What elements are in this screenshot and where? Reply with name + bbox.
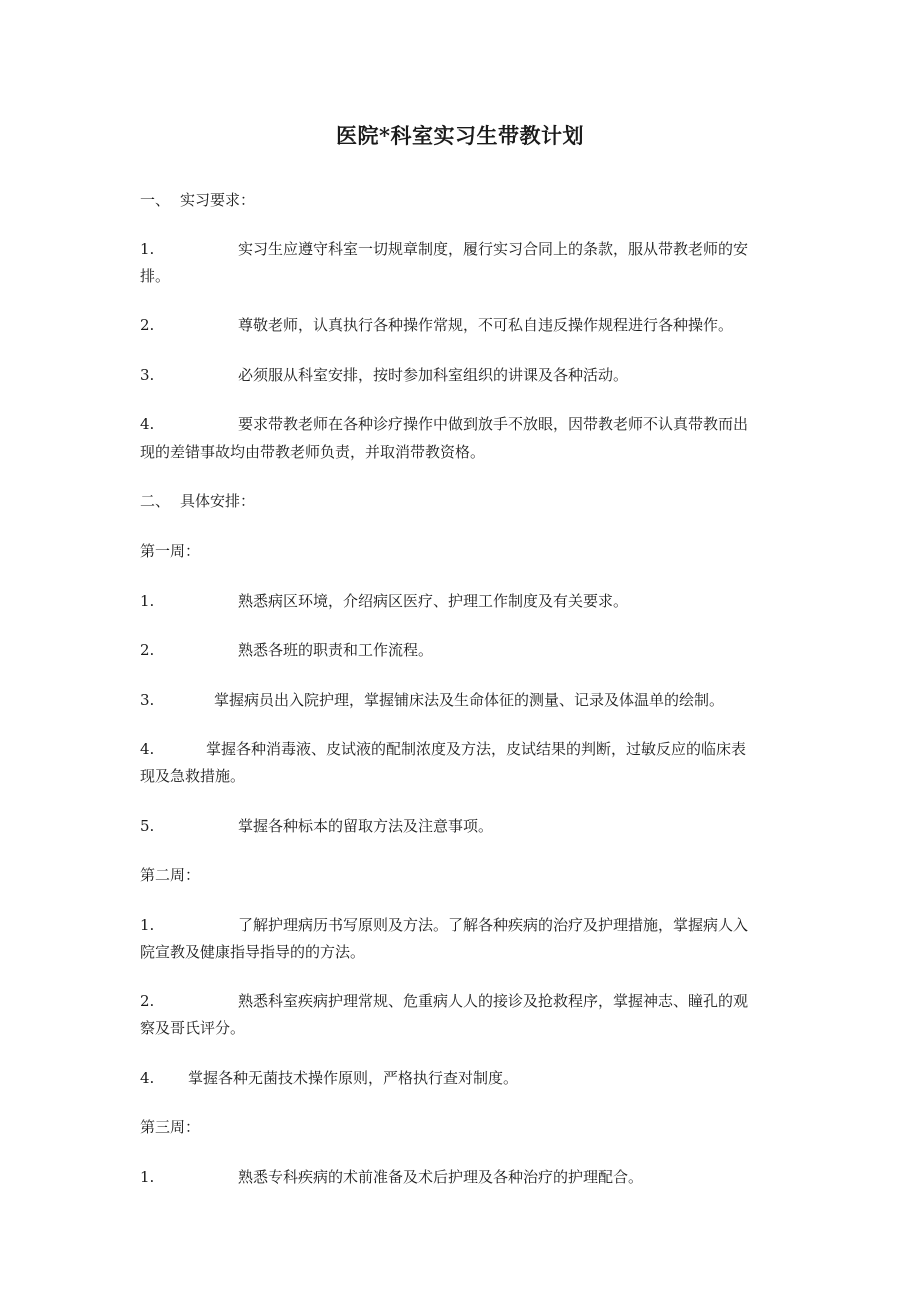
week1-item-4-continued <box>140 762 790 790</box>
requirement-item-1 <box>140 235 790 263</box>
item-number: 4. <box>140 1069 155 1087</box>
item-text: 掌握各种无菌技术操作原则，严格执行查对制度。 <box>188 1069 519 1087</box>
item-text: 熟悉专科疾病的术前准备及术后护理及各种治疗的护理配合。 <box>238 1168 644 1186</box>
item-number: 3. <box>140 691 155 709</box>
week1-item-1 <box>140 587 790 615</box>
item-text-continued: 院宣教及健康指导指导的的方法。 <box>140 943 366 961</box>
item-number: 5. <box>140 817 155 835</box>
item-number: 2. <box>140 641 155 659</box>
section-heading-arrangement <box>140 487 790 515</box>
item-text: 尊敬老师，认真执行各种操作常规，不可私自违反操作规程进行各种操作。 <box>238 316 734 334</box>
section-label: 具体安排： <box>180 492 256 510</box>
item-number: 2. <box>140 316 155 334</box>
requirement-item-4-continued <box>140 438 790 466</box>
week3-item-1 <box>140 1163 790 1191</box>
requirement-item-3 <box>140 361 790 389</box>
item-text: 掌握病员出入院护理，掌握铺床法及生命体征的测量、记录及体温单的绘制。 <box>214 691 725 709</box>
item-number: 2. <box>140 992 155 1010</box>
item-number: 1. <box>140 916 155 934</box>
week2-item-4 <box>140 1064 790 1092</box>
item-text: 掌握各种标本的留取方法及注意事项。 <box>238 817 494 835</box>
section-label: 实习要求： <box>180 191 256 209</box>
item-text: 必须服从科室安排，按时参加科室组织的讲课及各种活动。 <box>238 366 629 384</box>
requirement-item-4 <box>140 410 790 438</box>
item-number: 1. <box>140 1168 155 1186</box>
item-number: 3. <box>140 366 155 384</box>
item-text-continued: 现及急救措施。 <box>140 767 246 785</box>
week-heading-1: 第一周： <box>140 542 201 560</box>
week1-item-5 <box>140 812 790 840</box>
week1-item-2 <box>140 636 790 664</box>
section-number: 二、 <box>140 492 171 510</box>
item-text: 熟悉病区环境，介绍病区医疗、护理工作制度及有关要求。 <box>238 592 629 610</box>
item-number: 4. <box>140 740 155 758</box>
week2-item-1 <box>140 911 790 939</box>
requirement-item-1-continued <box>140 262 790 290</box>
document-title: 医院*科室实习生带教计划 <box>336 123 584 148</box>
item-text: 要求带教老师在各种诊疗操作中做到放手不放眼，因带教老师不认真带教而出 <box>238 415 749 433</box>
week2-item-2-continued <box>140 1014 790 1042</box>
item-text: 熟悉各班的职责和工作流程。 <box>238 641 434 659</box>
item-text: 掌握各种消毒液、皮试液的配制浓度及方法，皮试结果的判断，过敏反应的临床表 <box>206 740 747 758</box>
week1-item-4 <box>140 735 790 763</box>
item-number: 4. <box>140 415 155 433</box>
item-number: 1. <box>140 592 155 610</box>
item-text: 实习生应遵守科室一切规章制度，履行实习合同上的条款，服从带教老师的安 <box>238 240 749 258</box>
week2-item-2 <box>140 987 790 1015</box>
item-text-continued: 排。 <box>140 267 171 285</box>
week1-item-3 <box>140 686 790 714</box>
item-text-continued: 察及哥氏评分。 <box>140 1019 246 1037</box>
requirement-item-2 <box>140 311 790 339</box>
section-number: 一、 <box>140 191 171 209</box>
week2-item-1-continued <box>140 938 790 966</box>
item-text: 了解护理病历书写原则及方法。了解各种疾病的治疗及护理措施，掌握病人入 <box>238 916 749 934</box>
item-text-continued: 现的差错事故均由带教老师负责，并取消带教资格。 <box>140 443 486 461</box>
item-text: 熟悉科室疾病护理常规、危重病人人的接诊及抢救程序，掌握神志、瞳孔的观 <box>238 992 749 1010</box>
week-heading-3: 第三周： <box>140 1118 201 1136</box>
item-number: 1. <box>140 240 155 258</box>
section-heading-requirements <box>140 186 790 214</box>
week-heading-2: 第二周： <box>140 866 201 884</box>
